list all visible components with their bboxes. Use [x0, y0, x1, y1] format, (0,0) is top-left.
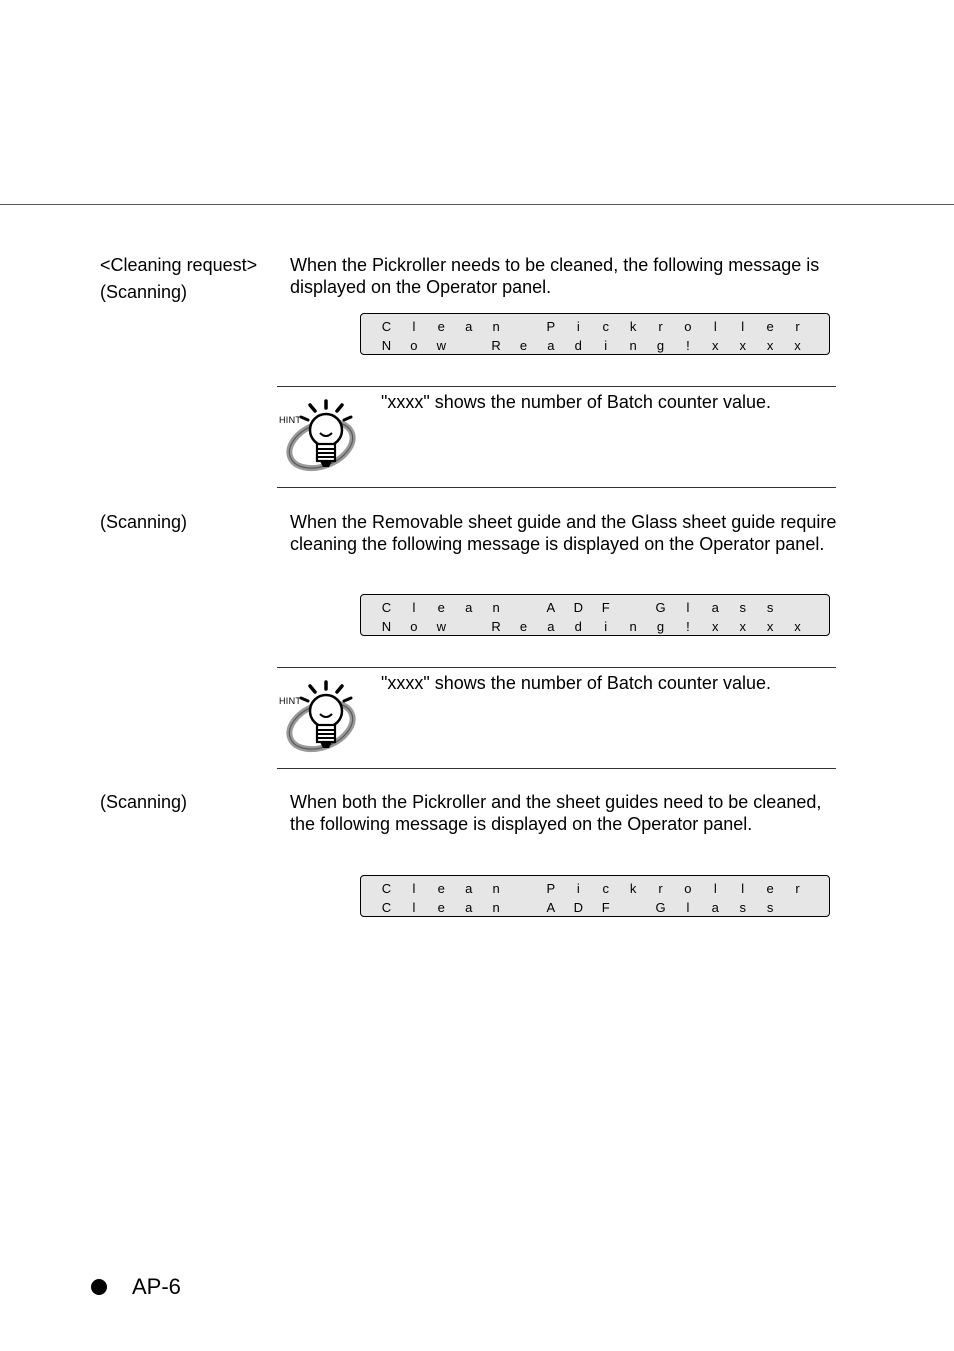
lcd-character: C	[381, 319, 392, 334]
lcd-character: o	[410, 619, 418, 634]
lcd-character: A	[546, 900, 556, 915]
lcd-character: r	[658, 881, 663, 896]
lcd-character: r	[795, 319, 800, 334]
lcd-character: G	[655, 900, 666, 915]
lcd-character: D	[573, 600, 583, 615]
lcd-character: c	[602, 881, 609, 896]
lcd-character: l	[713, 319, 717, 334]
lcd-character: i	[576, 881, 580, 896]
lcd-character: s	[739, 600, 746, 615]
operator-panel-display	[360, 594, 830, 636]
lcd-character: o	[684, 319, 692, 334]
footer-bullet-icon	[91, 1279, 107, 1295]
lcd-character: G	[655, 600, 666, 615]
lcd-character: l	[741, 881, 745, 896]
lcd-character: a	[465, 600, 473, 615]
lcd-character: l	[686, 600, 690, 615]
lcd-character: D	[573, 900, 583, 915]
lcd-character: !	[686, 619, 690, 634]
hint-text: "xxxx" shows the number of Batch counter value.	[381, 673, 771, 693]
lightbulb-hint-icon	[279, 676, 365, 756]
lcd-character: d	[574, 338, 582, 353]
lcd-character: l	[412, 881, 416, 896]
lightbulb-hint-icon	[279, 395, 365, 475]
lcd-character: c	[602, 319, 609, 334]
lcd-character: l	[412, 900, 416, 915]
lcd-character: n	[492, 881, 500, 896]
lcd-character: l	[713, 881, 717, 896]
lcd-character: F	[601, 600, 610, 615]
lcd-character: d	[574, 619, 582, 634]
lcd-character: !	[686, 338, 690, 353]
operator-panel-line-1	[373, 317, 813, 336]
lcd-character: N	[381, 619, 392, 634]
lcd-character: i	[604, 619, 608, 634]
operator-panel-line-1	[373, 598, 813, 617]
lcd-character: l	[686, 900, 690, 915]
lcd-character: A	[546, 600, 556, 615]
lcd-character: x	[739, 619, 746, 634]
lcd-character: w	[436, 619, 446, 634]
section-description: When the Pickroller needs to be cleaned, the following message is displayed on the Operator panel.	[290, 255, 820, 297]
lcd-character: C	[381, 881, 392, 896]
lcd-character: k	[629, 319, 637, 334]
hint-box	[277, 386, 836, 488]
lcd-character: n	[492, 900, 500, 915]
lcd-character: a	[711, 600, 719, 615]
hint-text: "xxxx" shows the number of Batch counter value.	[381, 392, 771, 412]
lcd-character: x	[739, 338, 746, 353]
lcd-character: P	[546, 881, 556, 896]
lcd-character: x	[794, 338, 801, 353]
lcd-character: g	[656, 619, 665, 634]
lcd-character: N	[381, 338, 392, 353]
lcd-character: l	[741, 319, 745, 334]
lcd-character: a	[547, 619, 555, 634]
lcd-character: a	[547, 338, 555, 353]
lcd-character: a	[465, 900, 473, 915]
lcd-character: n	[629, 619, 637, 634]
lcd-character: s	[739, 900, 746, 915]
lcd-character: P	[546, 319, 556, 334]
lcd-character: e	[437, 319, 445, 334]
lcd-character: R	[491, 338, 501, 353]
lcd-character: r	[795, 881, 800, 896]
lcd-character: e	[519, 619, 528, 634]
operator-panel-line-2	[373, 617, 813, 636]
section-label-cleaning-request: <Cleaning request>	[100, 255, 258, 275]
lcd-character: R	[491, 619, 501, 634]
lcd-character: l	[412, 600, 416, 615]
lcd-character: a	[465, 881, 473, 896]
lcd-character: a	[465, 319, 473, 334]
lcd-character: C	[381, 900, 392, 915]
hint-label: HINT	[279, 415, 302, 425]
lcd-character: x	[766, 338, 774, 353]
lcd-character: e	[437, 600, 445, 615]
operator-panel-line-2	[373, 336, 813, 355]
lcd-character: k	[629, 881, 637, 896]
lcd-character: e	[766, 881, 774, 896]
lcd-character: F	[601, 900, 610, 915]
lcd-character: r	[658, 319, 663, 334]
lcd-character: n	[492, 600, 500, 615]
lcd-character: e	[437, 900, 445, 915]
operator-panel-display	[360, 313, 830, 355]
operator-panel-display	[360, 875, 830, 917]
lcd-character: i	[604, 338, 608, 353]
section-label-scanning: (Scanning)	[100, 282, 188, 302]
lcd-character: o	[410, 338, 418, 353]
lcd-character: i	[576, 319, 580, 334]
lcd-character: s	[766, 600, 774, 615]
lcd-character: l	[412, 319, 416, 334]
header-rule	[0, 204, 954, 205]
lcd-character: C	[381, 600, 392, 615]
section-label-scanning: (Scanning)	[100, 792, 188, 812]
section-description: When both the Pickroller and the sheet guides need to be cleaned, the following message is displayed on the Operator panel.	[290, 792, 822, 834]
operator-panel-line-1	[373, 879, 813, 898]
lcd-character: n	[629, 338, 637, 353]
lcd-character: x	[712, 338, 719, 353]
section-description: When the Removable sheet guide and the Glass sheet guide require cleaning the following message is displayed on the Operator panel.	[290, 512, 837, 554]
lcd-character: o	[684, 881, 692, 896]
lcd-character: x	[766, 619, 774, 634]
section-label-scanning: (Scanning)	[100, 512, 188, 532]
lcd-character: n	[492, 319, 500, 334]
hint-box	[277, 667, 836, 769]
lcd-character: x	[712, 619, 719, 634]
lcd-character: e	[766, 319, 774, 334]
lcd-character: g	[656, 338, 665, 353]
lcd-character: x	[794, 619, 801, 634]
lcd-character: e	[437, 881, 445, 896]
lcd-character: s	[766, 900, 774, 915]
hint-label: HINT	[279, 696, 302, 706]
lcd-character: w	[436, 338, 446, 353]
operator-panel-line-2	[373, 898, 813, 917]
page-number: AP-6	[132, 1274, 181, 1299]
lcd-character: e	[519, 338, 528, 353]
lcd-character: a	[711, 900, 719, 915]
